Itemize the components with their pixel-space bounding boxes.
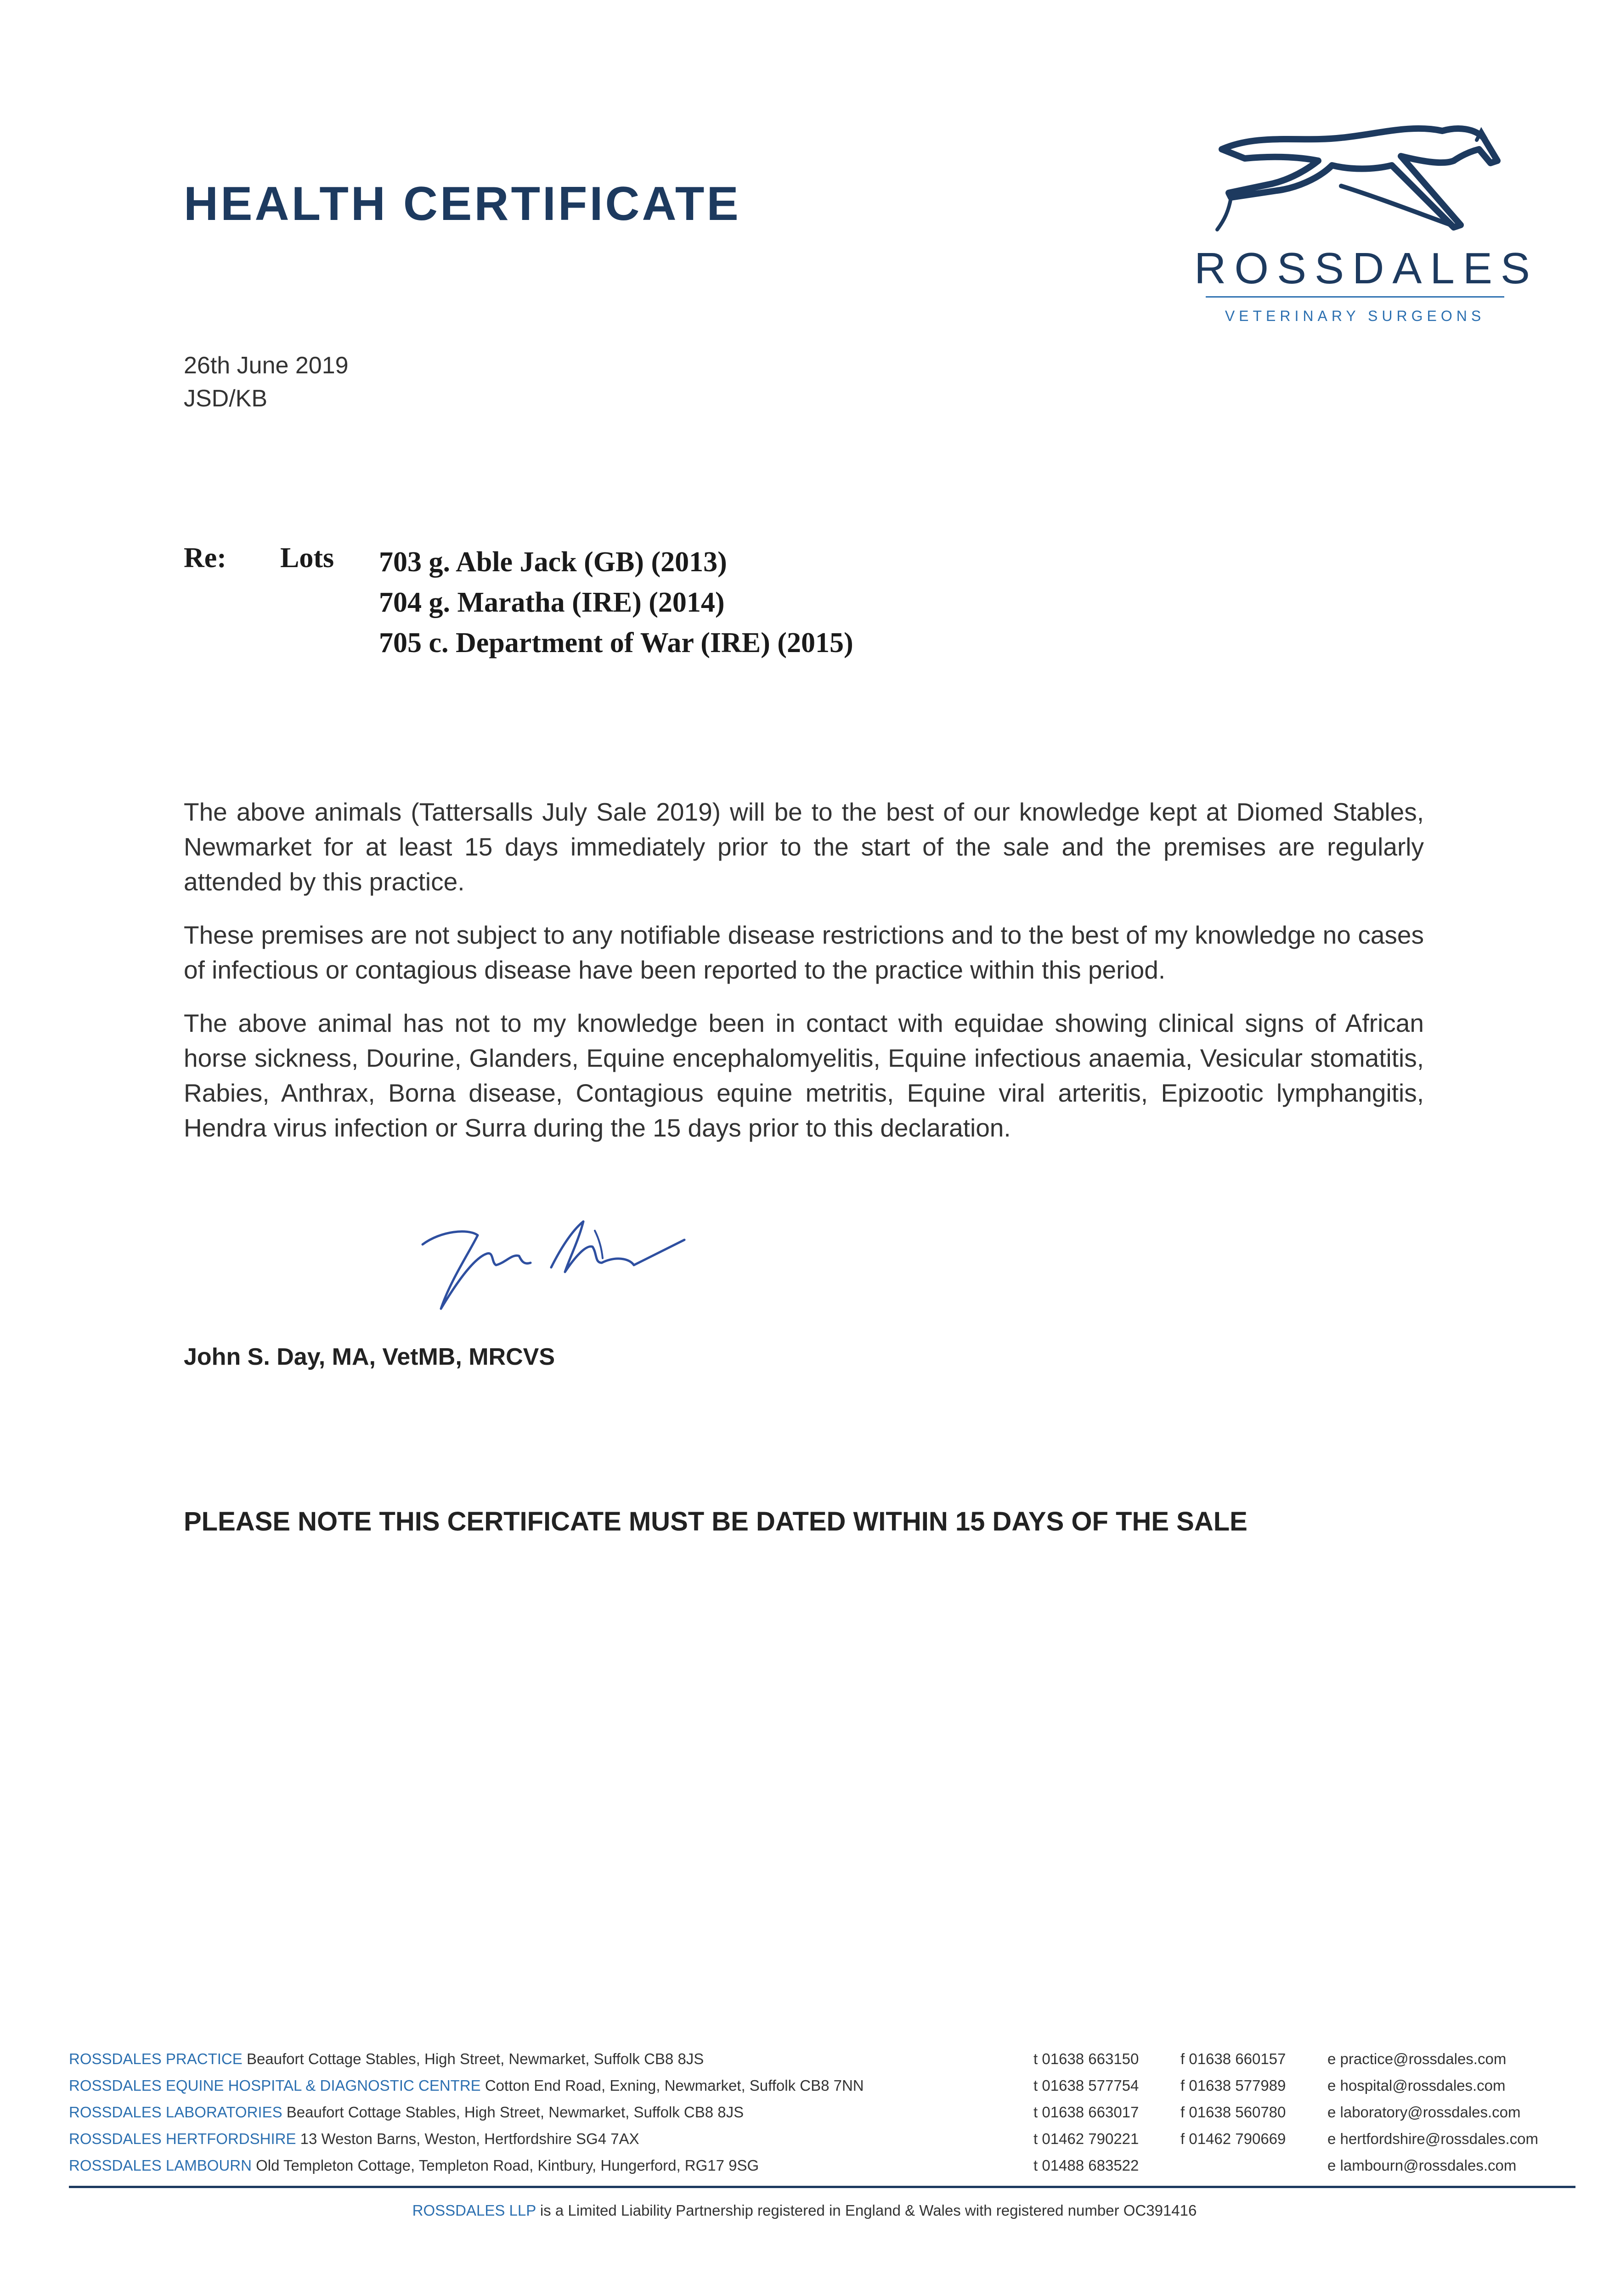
footer-org-name: ROSSDALES LABORATORIES [69, 2104, 282, 2121]
footer-org-name: ROSSDALES HERTFORDSHIRE [69, 2130, 296, 2147]
lot-item: 703 g. Able Jack (GB) (2013) [379, 546, 727, 578]
footer-fax: f 01462 790669 [1180, 2130, 1286, 2147]
logo-subtitle: VETERINARY SURGEONS [1225, 308, 1485, 324]
footer-fax: f 01638 660157 [1180, 2050, 1286, 2067]
signature-image [413, 1203, 735, 1322]
lot-item: 705 c. Department of War (IRE) (2015) [379, 627, 853, 658]
logo-wordmark: ROSSDALES [1194, 244, 1538, 293]
footer-phone: t 01638 663017 [1033, 2104, 1139, 2121]
body-paragraph: The above animals (Tattersalls July Sale 2019) will be to the best of our knowledge kept at Diomed Stables, Newmarket for at least 15 days immediately prior to the start of the sale and the premises are regularly attended by this practice. [184, 798, 1424, 896]
footer-divider [69, 2186, 1575, 2188]
footer-address: Cotton End Road, Exning, Newmarket, Suffolk CB8 7NN [485, 2077, 864, 2094]
footer-email: e hertfordshire@rossdales.com [1327, 2130, 1539, 2147]
footer-address-cell [69, 2157, 759, 2174]
llp-text: is a Limited Liability Partnership registered in England & Wales with registered number OC391416 [540, 2202, 1197, 2219]
footer-phone: t 01462 790221 [1033, 2130, 1139, 2147]
llp-name: ROSSDALES LLP [412, 2202, 536, 2219]
body-paragraph: The above animal has not to my knowledge been in contact with equidae showing clinical signs of African horse sickness, Dourine, Glanders, Equine encephalomyelitis, Equine infectious anaemia, Vesicular stomatitis, Rabies, Anthrax, Borna disease, Contagious equine metritis, Equine viral arteritis, Epizootic lymphangitis, Hendra virus infection or Surra during the 15 days prior to this declaration. [184, 1009, 1424, 1142]
footer-address-cell [69, 2130, 639, 2148]
lots-list [379, 542, 853, 663]
galloping-horse-icon [1203, 106, 1507, 243]
dating-notice: PLEASE NOTE THIS CERTIFICATE MUST BE DATED WITHIN 15 DAYS OF THE SALE [184, 1507, 1248, 1536]
footer-email: e hospital@rossdales.com [1327, 2077, 1506, 2094]
logo-divider [1206, 296, 1504, 298]
footer-phone: t 01488 683522 [1033, 2157, 1139, 2174]
footer-address: Beaufort Cottage Stables, High Street, Newmarket, Suffolk CB8 8JS [286, 2104, 744, 2121]
footer-fax: f 01638 560780 [1180, 2104, 1286, 2121]
footer-fax: f 01638 577989 [1180, 2077, 1286, 2094]
footer-phone: t 01638 577754 [1033, 2077, 1139, 2094]
lot-item: 704 g. Maratha (IRE) (2014) [379, 587, 725, 618]
footer-phone: t 01638 663150 [1033, 2050, 1139, 2067]
document-date: 26th June 2019 [184, 352, 349, 379]
llp-registration [0, 2202, 1609, 2219]
page-title: HEALTH CERTIFICATE [184, 177, 741, 231]
rossdales-logo [1194, 106, 1538, 335]
footer-address-cell [69, 2077, 864, 2094]
footer-email: e lambourn@rossdales.com [1327, 2157, 1517, 2174]
date-reference-block [184, 349, 349, 415]
footer-org-name: ROSSDALES LAMBOURN [69, 2157, 252, 2174]
footer-org-name: ROSSDALES PRACTICE [69, 2050, 243, 2067]
footer-org-name: ROSSDALES EQUINE HOSPITAL & DIAGNOSTIC CENTRE [69, 2077, 481, 2094]
lots-label: Lots [280, 542, 334, 574]
footer-address: Beaufort Cottage Stables, High Street, Newmarket, Suffolk CB8 8JS [246, 2050, 704, 2067]
footer-address-cell [69, 2104, 744, 2121]
footer-address: 13 Weston Barns, Weston, Hertfordshire SG4 7AX [300, 2130, 639, 2147]
certificate-body [184, 794, 1424, 1164]
footer-email: e practice@rossdales.com [1327, 2050, 1507, 2067]
re-label: Re: [184, 542, 226, 574]
document-reference: JSD/KB [184, 385, 268, 412]
signatory-name: John S. Day, MA, VetMB, MRCVS [184, 1344, 555, 1370]
footer-address-cell [69, 2050, 704, 2068]
body-paragraph: These premises are not subject to any notifiable disease restrictions and to the best of my knowledge no cases of infectious or contagious disease have been reported to the practice within this period. [184, 921, 1424, 984]
footer-contacts [69, 2050, 1562, 2174]
footer-email: e laboratory@rossdales.com [1327, 2104, 1521, 2121]
footer-address: Old Templeton Cottage, Templeton Road, Kintbury, Hungerford, RG17 9SG [256, 2157, 759, 2174]
